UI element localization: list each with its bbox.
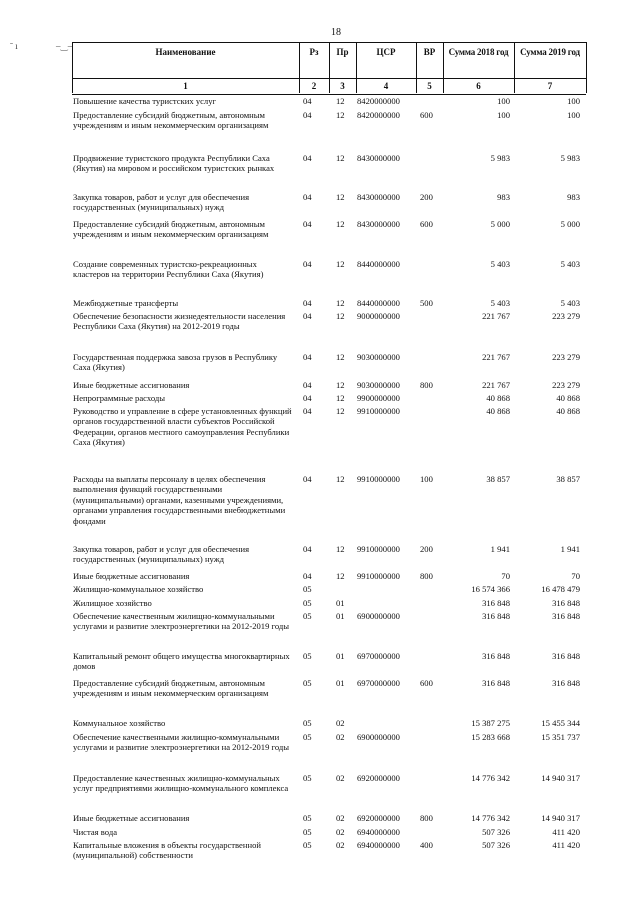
row-sum-2019: 5 983 — [560, 153, 580, 163]
row-name: Жилищное хозяйство — [73, 598, 152, 608]
row-sum-2019: 70 — [571, 571, 580, 581]
row-csr: 9030000000 — [357, 352, 400, 362]
row-sum-2019: 223 279 — [552, 380, 580, 390]
row-csr: 6940000000 — [357, 840, 400, 850]
row-csr: 9910000000 — [357, 474, 400, 484]
row-sum-2018: 14 776 342 — [471, 813, 510, 823]
row-name: Межбюджетные трансферты — [73, 298, 179, 308]
row-pr: 02 — [336, 813, 345, 823]
row-sum-2018: 221 767 — [482, 311, 510, 321]
row-rz: 05 — [303, 651, 312, 661]
column-number: 3 — [340, 81, 345, 91]
row-sum-2018: 40 868 — [486, 393, 510, 403]
column-number: 4 — [383, 81, 389, 91]
row-sum-2019: 100 — [567, 96, 580, 106]
row-pr: 12 — [336, 393, 345, 403]
row-vr: 100 — [420, 474, 433, 484]
row-csr: 9910000000 — [357, 544, 400, 554]
row-vr: 600 — [420, 678, 433, 688]
row-sum-2018: 316 848 — [482, 611, 510, 621]
row-pr: 12 — [336, 406, 345, 416]
row-name: Предоставление субсидий бюджетным, автономным учреждениям и иным некоммерческим организациям — [73, 219, 269, 240]
row-csr: 9910000000 — [357, 406, 400, 416]
row-name: Руководство и управление в сфере установленных функций органов государственной власти субъектов Российской Федерации, органов местного самоуправления Республики Саха (Якутия) — [73, 406, 292, 448]
row-sum-2019: 223 279 — [552, 311, 580, 321]
row-csr: 9910000000 — [357, 571, 400, 581]
row-vr: 800 — [420, 380, 433, 390]
row-sum-2018: 16 574 366 — [471, 584, 510, 594]
row-pr: 12 — [336, 352, 345, 362]
row-csr: 9900000000 — [357, 393, 400, 403]
row-rz: 04 — [303, 153, 312, 163]
row-name: Иные бюджетные ассигнования — [73, 380, 190, 390]
row-sum-2019: 100 — [567, 110, 580, 120]
row-name: Создание современных туристско-рекреационных кластеров на территории Республики Саха (Якутия) — [73, 259, 264, 280]
row-rz: 04 — [303, 474, 312, 484]
row-sum-2019: 411 420 — [552, 827, 580, 837]
row-sum-2018: 5 000 — [490, 219, 510, 229]
row-sum-2019: 40 868 — [556, 406, 580, 416]
row-sum-2019: 14 940 317 — [541, 813, 580, 823]
header-sum-2019: Сумма 2019 год — [520, 47, 580, 57]
column-number: 6 — [476, 81, 481, 91]
column-number: 5 — [427, 81, 432, 91]
row-sum-2018: 507 326 — [482, 827, 510, 837]
row-sum-2019: 16 478 479 — [541, 584, 580, 594]
row-name: Предоставление субсидий бюджетным, автономным учреждениям и иным некоммерческим организациям — [73, 678, 269, 699]
row-name: Повышение качества туристских услуг — [73, 96, 217, 106]
column-number: 1 — [183, 81, 188, 91]
header-pr: Пр — [336, 47, 349, 57]
row-sum-2019: 5 403 — [560, 298, 580, 308]
row-pr: 01 — [336, 598, 345, 608]
row-vr: 200 — [420, 544, 433, 554]
row-sum-2019: 983 — [567, 192, 580, 202]
row-rz: 04 — [303, 219, 312, 229]
row-csr: 6940000000 — [357, 827, 400, 837]
row-rz: 05 — [303, 598, 312, 608]
header-sum-2018: Сумма 2018 год — [448, 47, 509, 57]
row-sum-2018: 5 403 — [490, 259, 510, 269]
row-csr: 8440000000 — [357, 298, 400, 308]
column-number: 2 — [311, 81, 317, 91]
row-pr: 12 — [336, 311, 345, 321]
row-pr: 12 — [336, 110, 345, 120]
row-sum-2018: 100 — [497, 96, 510, 106]
header-vr: ВР — [423, 47, 436, 57]
row-pr: 02 — [336, 840, 345, 850]
row-sum-2018: 316 848 — [482, 598, 510, 608]
row-sum-2018: 5 403 — [490, 298, 510, 308]
row-vr: 200 — [420, 192, 433, 202]
margin-mark: –‿– — [56, 41, 73, 51]
row-name: Непрограммные расходы — [73, 393, 166, 403]
row-pr: 12 — [336, 380, 345, 390]
row-sum-2018: 316 848 — [482, 651, 510, 661]
row-pr: 12 — [336, 571, 345, 581]
row-pr: 12 — [336, 219, 345, 229]
row-csr: 6920000000 — [357, 813, 400, 823]
column-number: 7 — [547, 81, 553, 91]
row-pr: 12 — [336, 153, 345, 163]
row-sum-2018: 221 767 — [482, 380, 510, 390]
row-name: Капитальные вложения в объекты государственной (муниципальной) собственности — [73, 840, 261, 861]
row-csr: 6970000000 — [357, 678, 400, 688]
row-pr: 12 — [336, 96, 345, 106]
row-csr: 9000000000 — [357, 311, 400, 321]
row-pr: 12 — [336, 298, 345, 308]
row-sum-2018: 15 283 668 — [471, 732, 510, 742]
row-rz: 04 — [303, 311, 312, 321]
page-number: 18 — [331, 27, 341, 38]
row-pr: 02 — [336, 773, 345, 783]
row-sum-2019: 15 455 344 — [541, 718, 580, 728]
row-sum-2019: 1 941 — [560, 544, 580, 554]
row-vr: 600 — [420, 219, 433, 229]
row-name: Расходы на выплаты персоналу в целях обеспечения выполнения функций государственными (муниципальными) органами, казенными учреждениями, органами управления государственными внебюджетными фондами — [73, 474, 286, 526]
row-sum-2019: 5 000 — [560, 219, 580, 229]
row-name: Капитальный ремонт общего имущества многоквартирных домов — [73, 651, 290, 672]
row-csr: 8440000000 — [357, 259, 400, 269]
row-sum-2019: 5 403 — [560, 259, 580, 269]
margin-mark: ˉ ı — [10, 41, 18, 51]
row-sum-2019: 40 868 — [556, 393, 580, 403]
row-vr: 500 — [420, 298, 433, 308]
row-name: Закупка товаров, работ и услуг для обеспечения государственных (муниципальных) нужд — [73, 544, 250, 565]
row-sum-2018: 38 857 — [486, 474, 510, 484]
row-name: Предоставление субсидий бюджетным, автономным учреждениям и иным некоммерческим организациям — [73, 110, 269, 131]
row-sum-2019: 14 940 317 — [541, 773, 580, 783]
row-sum-2019: 223 279 — [552, 352, 580, 362]
row-sum-2019: 38 857 — [556, 474, 580, 484]
row-vr: 600 — [420, 110, 433, 120]
row-name: Предоставление качественных жилищно-коммунальных услуг предприятиями жилищно-коммунального комплекса — [73, 773, 289, 794]
row-rz: 05 — [303, 827, 312, 837]
row-pr: 01 — [336, 611, 345, 621]
row-sum-2019: 411 420 — [552, 840, 580, 850]
row-pr: 01 — [336, 651, 345, 661]
row-csr: 9030000000 — [357, 380, 400, 390]
row-csr: 6920000000 — [357, 773, 400, 783]
header-csr: ЦСР — [376, 47, 396, 57]
row-rz: 05 — [303, 813, 312, 823]
row-sum-2018: 15 387 275 — [471, 718, 510, 728]
row-rz: 05 — [303, 678, 312, 688]
row-sum-2018: 14 776 342 — [471, 773, 510, 783]
row-rz: 04 — [303, 380, 312, 390]
row-name: Закупка товаров, работ и услуг для обеспечения государственных (муниципальных) нужд — [73, 192, 250, 213]
row-name: Иные бюджетные ассигнования — [73, 571, 190, 581]
row-pr: 02 — [336, 827, 345, 837]
row-csr: 6970000000 — [357, 651, 400, 661]
row-csr: 6900000000 — [357, 611, 400, 621]
header-name: Наименование — [155, 47, 216, 57]
header-rz: Рз — [309, 47, 319, 57]
row-csr: 8420000000 — [357, 110, 400, 120]
row-sum-2018: 40 868 — [486, 406, 510, 416]
row-rz: 05 — [303, 611, 312, 621]
row-pr: 02 — [336, 732, 345, 742]
row-rz: 04 — [303, 192, 312, 202]
row-pr: 12 — [336, 474, 345, 484]
row-sum-2019: 316 848 — [552, 611, 580, 621]
row-rz: 05 — [303, 584, 312, 594]
row-sum-2019: 15 351 737 — [541, 732, 580, 742]
row-rz: 04 — [303, 544, 312, 554]
row-rz: 04 — [303, 298, 312, 308]
row-pr: 12 — [336, 259, 345, 269]
row-sum-2018: 100 — [497, 110, 510, 120]
row-sum-2018: 1 941 — [490, 544, 510, 554]
row-sum-2018: 221 767 — [482, 352, 510, 362]
column-divider — [586, 42, 587, 93]
row-csr: 6900000000 — [357, 732, 400, 742]
row-sum-2018: 507 326 — [482, 840, 510, 850]
row-rz: 04 — [303, 352, 312, 362]
row-csr: 8420000000 — [357, 96, 400, 106]
row-rz: 04 — [303, 571, 312, 581]
row-rz: 05 — [303, 840, 312, 850]
row-name: Чистая вода — [73, 827, 118, 837]
row-vr: 400 — [420, 840, 433, 850]
row-vr: 800 — [420, 571, 433, 581]
row-pr: 02 — [336, 718, 345, 728]
row-csr: 8430000000 — [357, 219, 400, 229]
row-name: Жилищно-коммунальное хозяйство — [73, 584, 204, 594]
row-rz: 04 — [303, 110, 312, 120]
row-name: Обеспечение качественным жилищно-коммунальными услугами и развитие электроэнергетики на 2012-2019 годы — [73, 611, 290, 632]
row-rz: 04 — [303, 393, 312, 403]
row-pr: 01 — [336, 678, 345, 688]
row-csr: 8430000000 — [357, 192, 400, 202]
row-vr: 800 — [420, 813, 433, 823]
row-name: Государственная поддержка завоза грузов в Республику Саха (Якутия) — [73, 352, 278, 373]
row-name: Обеспечение качественными жилищно-коммунальными услугами и развитие электроэнергетики на 2012-2019 годы — [73, 732, 290, 753]
row-sum-2019: 316 848 — [552, 598, 580, 608]
row-rz: 05 — [303, 718, 312, 728]
row-pr: 12 — [336, 544, 345, 554]
row-name: Иные бюджетные ассигнования — [73, 813, 190, 823]
row-sum-2019: 316 848 — [552, 678, 580, 688]
row-sum-2018: 70 — [501, 571, 510, 581]
row-csr: 8430000000 — [357, 153, 400, 163]
row-name: Продвижение туристского продукта Республики Саха (Якутия) на мировом и российском туристских рынках — [73, 153, 275, 174]
row-sum-2018: 316 848 — [482, 678, 510, 688]
row-rz: 05 — [303, 773, 312, 783]
row-rz: 04 — [303, 96, 312, 106]
row-rz: 05 — [303, 732, 312, 742]
row-name: Коммунальное хозяйство — [73, 718, 166, 728]
row-sum-2019: 316 848 — [552, 651, 580, 661]
row-sum-2018: 5 983 — [490, 153, 510, 163]
row-rz: 04 — [303, 406, 312, 416]
row-sum-2018: 983 — [497, 192, 510, 202]
row-pr: 12 — [336, 192, 345, 202]
row-name: Обеспечение безопасности жизнедеятельности населения Республики Саха (Якутия) на 2012-2019 годы — [73, 311, 286, 332]
row-rz: 04 — [303, 259, 312, 269]
